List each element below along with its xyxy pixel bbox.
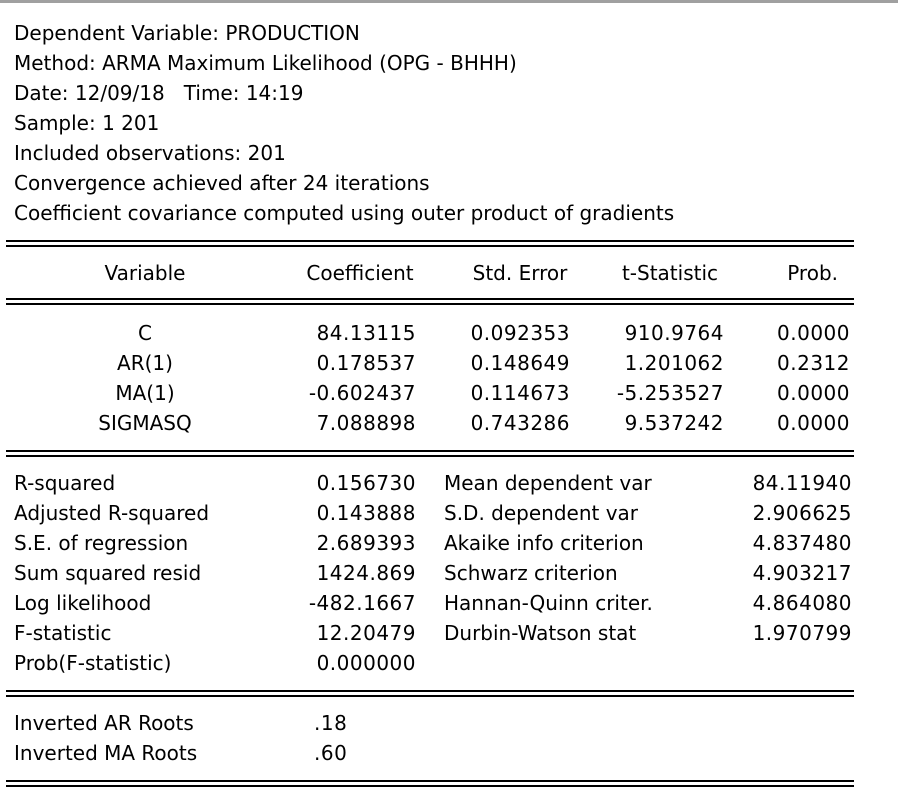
stat-value-right: 4.903217	[752, 561, 852, 585]
stat-value: 0.143888	[316, 501, 416, 525]
coef-row-prob: 0.0000	[777, 321, 850, 345]
roots-label: Inverted AR Roots	[14, 711, 194, 735]
dependent-variable-line: Dependent Variable: PRODUCTION	[14, 21, 360, 45]
stat-label: Log likelihood	[14, 591, 152, 615]
coef-row-t-statistic: 1.201062	[624, 351, 724, 375]
stat-value-right: 2.906625	[752, 501, 852, 525]
stat-value-right: 1.970799	[752, 621, 852, 645]
coef-row-variable: MA(1)	[115, 381, 175, 405]
sample-line: Sample: 1 201	[14, 111, 160, 135]
covariance-line: Coefficient covariance computed using outer product of gradients	[14, 201, 675, 225]
stat-value: 0.156730	[316, 471, 416, 495]
coef-row-std-error: 0.114673	[470, 381, 570, 405]
coef-row-std-error: 0.092353	[470, 321, 570, 345]
coef-row-coefficient: 7.088898	[316, 411, 416, 435]
coef-row-t-statistic: 9.537242	[624, 411, 724, 435]
stat-label: S.E. of regression	[14, 531, 189, 555]
stat-value: -482.1667	[308, 591, 416, 615]
stat-label-right: Mean dependent var	[444, 471, 652, 495]
coef-row-prob: 0.0000	[777, 381, 850, 405]
date-time-line: Date: 12/09/18 Time: 14:19	[14, 81, 304, 105]
coef-row-coefficient: 84.13115	[316, 321, 416, 345]
coef-row-prob: 0.0000	[777, 411, 850, 435]
roots-label: Inverted MA Roots	[14, 741, 198, 765]
coef-row-t-statistic: 910.9764	[624, 321, 724, 345]
stat-label-right: Schwarz criterion	[444, 561, 618, 585]
window-top-border	[0, 0, 898, 3]
column-header-std-error: Std. Error	[472, 261, 568, 285]
coefficients-bottom-rule	[6, 450, 854, 457]
method-line: Method: ARMA Maximum Likelihood (OPG - BHHH)	[14, 51, 517, 75]
column-header-coefficient: Coefficient	[306, 261, 414, 285]
stat-value-right: 4.864080	[752, 591, 852, 615]
stat-label-right: S.D. dependent var	[444, 501, 639, 525]
coef-row-t-statistic: -5.253527	[616, 381, 724, 405]
stats-bottom-rule	[6, 690, 854, 697]
coef-row-std-error: 0.148649	[470, 351, 570, 375]
included-observations-line: Included observations: 201	[14, 141, 286, 165]
stat-value: 12.20479	[316, 621, 416, 645]
stat-label: Sum squared resid	[14, 561, 202, 585]
header-bottom-rule	[6, 298, 854, 305]
stat-value: 2.689393	[316, 531, 416, 555]
roots-value: .18	[314, 711, 348, 735]
stat-label: F-statistic	[14, 621, 112, 645]
roots-value: .60	[314, 741, 348, 765]
coef-row-prob: 0.2312	[777, 351, 850, 375]
convergence-line: Convergence achieved after 24 iterations	[14, 171, 430, 195]
column-header-variable: Variable	[104, 261, 186, 285]
column-header-t-statistic: t-Statistic	[621, 261, 719, 285]
stat-value: 1424.869	[316, 561, 416, 585]
stat-value: 0.000000	[316, 651, 416, 675]
stat-label-right: Durbin-Watson stat	[444, 621, 637, 645]
coef-row-variable: AR(1)	[117, 351, 173, 375]
table-top-rule	[6, 240, 854, 247]
stat-label-right: Akaike info criterion	[444, 531, 644, 555]
coef-row-variable: SIGMASQ	[98, 411, 192, 435]
stat-label: Adjusted R-squared	[14, 501, 210, 525]
column-header-prob: Prob.	[787, 261, 838, 285]
stat-label: Prob(F-statistic)	[14, 651, 172, 675]
stat-label-right: Hannan-Quinn criter.	[444, 591, 653, 615]
coef-row-variable: C	[138, 321, 152, 345]
coef-row-coefficient: 0.178537	[316, 351, 416, 375]
stat-value-right: 4.837480	[752, 531, 852, 555]
stat-value-right: 84.11940	[752, 471, 852, 495]
coef-row-std-error: 0.743286	[470, 411, 570, 435]
coef-row-coefficient: -0.602437	[308, 381, 416, 405]
table-bottom-rule	[6, 780, 854, 787]
stat-label: R-squared	[14, 471, 116, 495]
